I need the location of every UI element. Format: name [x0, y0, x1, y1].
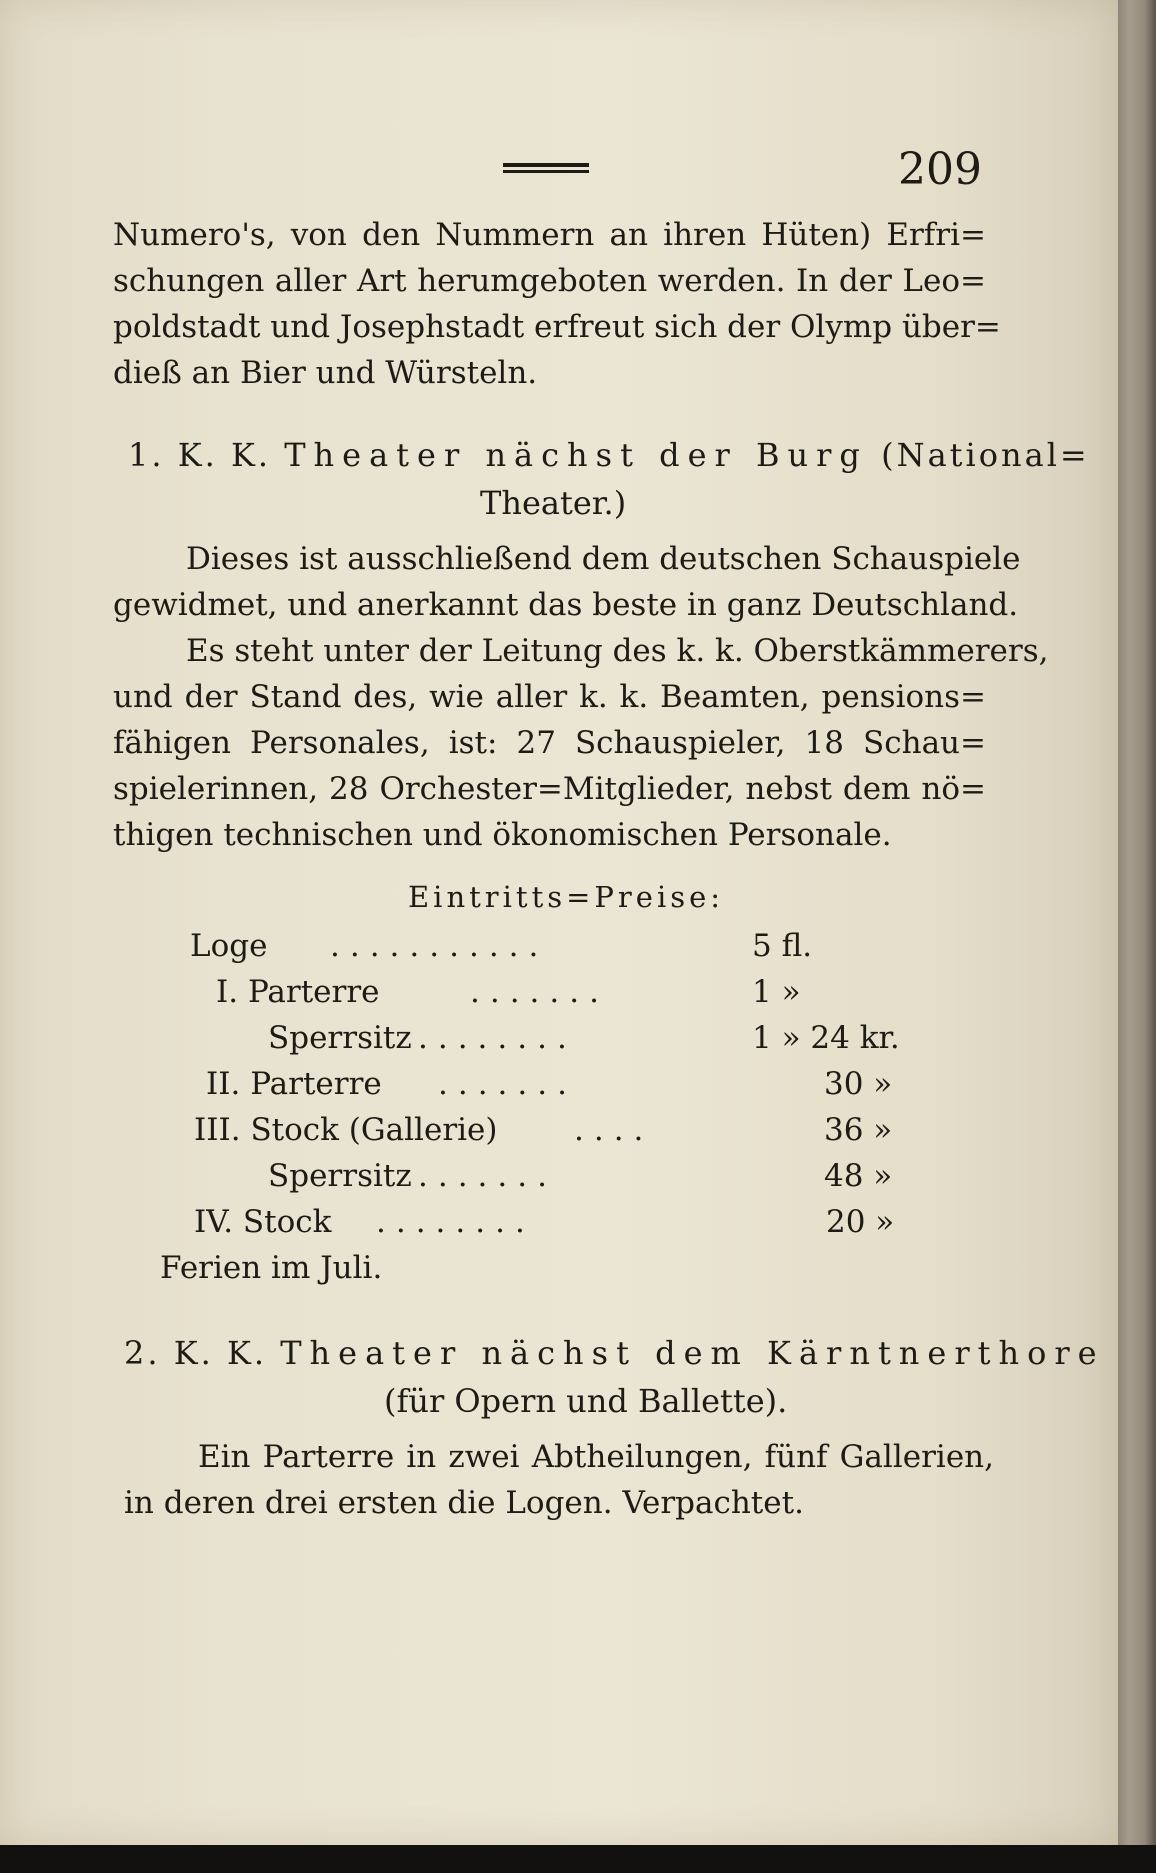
intro-line-1: Numero's, von den Nummern an ihren Hüten) Erfri= — [113, 217, 986, 253]
section2-title: Theater nächst dem Kärntnerthore — [280, 1334, 1105, 1372]
section1-body-1: Dieses ist ausschließend dem deutschen Schauspiele — [186, 541, 1021, 577]
price-amount: 30 » — [824, 1066, 893, 1102]
scan-background — [0, 1845, 1156, 1873]
section1-heading — [128, 436, 1090, 474]
price-dots: ....... — [470, 974, 609, 1010]
price-row-stock-3 — [194, 1108, 893, 1152]
section1-number: 1. — [128, 436, 165, 474]
price-row-parterre-1 — [216, 970, 801, 1014]
price-amount: 1 » 24 kr. — [752, 1020, 900, 1056]
page-edge — [1118, 0, 1156, 1845]
price-label: I. Parterre — [216, 974, 380, 1010]
header-rule — [503, 163, 589, 173]
price-amount: 5 fl. — [752, 928, 813, 964]
section1-prefix: K. K. — [177, 436, 272, 474]
section1-body-3: Es steht unter der Leitung des k. k. Oberstkämmerers, — [186, 633, 1049, 669]
section2-body-2: in deren drei ersten die Logen. Verpachtet. — [124, 1485, 804, 1521]
price-dots: ........ — [376, 1204, 535, 1240]
section1-body-2: gewidmet, und anerkannt das beste in ganz Deutschland. — [113, 587, 1019, 623]
price-dots: ........ — [418, 1020, 577, 1056]
section1-body-6: spielerinnen, 28 Orchester=Mitglieder, nebst dem nö= — [113, 771, 986, 807]
price-amount: 1 » — [752, 974, 801, 1010]
holidays-note: Ferien im Juli. — [160, 1250, 383, 1286]
section1-body-5: fähigen Personales, ist: 27 Schauspieler, 18 Schau= — [113, 725, 986, 761]
price-amount: 36 » — [824, 1112, 893, 1148]
price-dots: ........... — [330, 928, 549, 964]
intro-line-3: poldstadt und Josephstadt erfreut sich der Olymp über= — [113, 309, 1001, 345]
price-dots: ....... — [438, 1066, 577, 1102]
price-row-stock-4 — [194, 1200, 895, 1244]
price-label: Sperrsitz — [268, 1158, 412, 1194]
section2-prefix: K. K. — [173, 1334, 268, 1372]
price-row-loge — [190, 924, 813, 968]
price-label: Loge — [190, 928, 268, 964]
intro-line-2: schungen aller Art herumgeboten werden. In der Leo= — [113, 263, 986, 299]
price-amount: 20 » — [826, 1204, 895, 1240]
price-row-parterre-2 — [206, 1062, 893, 1106]
section1-body-4: und der Stand des, wie aller k. k. Beamten, pensions= — [113, 679, 986, 715]
section1-title: Theater nächst der Burg — [284, 436, 868, 474]
page-number: 209 — [898, 144, 982, 195]
section2-number: 2. — [124, 1334, 161, 1372]
price-label: IV. Stock — [194, 1204, 332, 1240]
section2-subtitle: (für Opern und Ballette). — [384, 1382, 788, 1420]
price-dots: ....... — [418, 1158, 557, 1194]
price-dots: .... — [574, 1112, 654, 1148]
price-label: III. Stock (Gallerie) — [194, 1112, 498, 1148]
section1-suffix: (National= — [881, 436, 1090, 474]
section2-heading — [124, 1334, 1105, 1372]
price-row-sperrsitz-1 — [268, 1016, 900, 1060]
price-row-sperrsitz-2 — [268, 1154, 893, 1198]
section1-body-7: thigen technischen und ökonomischen Personale. — [113, 817, 892, 853]
price-label: Sperrsitz — [268, 1020, 412, 1056]
prices-title: Eintritts=Preise: — [408, 880, 725, 914]
section2-body-1: Ein Parterre in zwei Abtheilungen, fünf Gallerien, — [198, 1439, 994, 1475]
intro-line-4: dieß an Bier und Würsteln. — [113, 355, 538, 391]
section1-title-cont: Theater.) — [480, 484, 627, 522]
price-label: II. Parterre — [206, 1066, 382, 1102]
price-amount: 48 » — [824, 1158, 893, 1194]
